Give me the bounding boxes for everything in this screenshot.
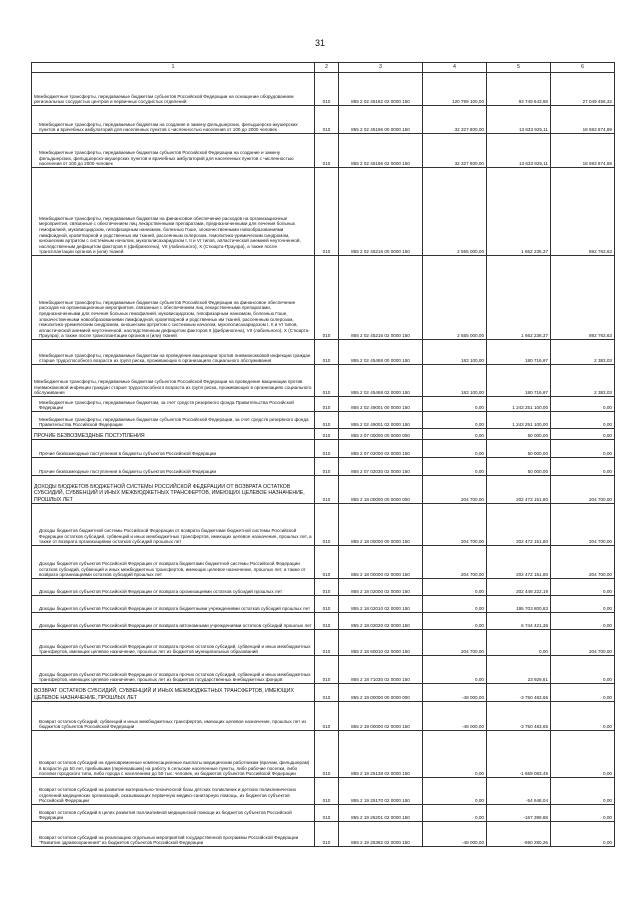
row-executed-amount: 6 744 421,36 xyxy=(487,613,551,630)
row-unexecuted-amount: 18 693 874,89 xyxy=(551,134,615,168)
row-description: Прочие безвозмездные поступления в бюджеты субъектов Российской Федерации xyxy=(32,440,315,458)
column-header-4: 4 xyxy=(423,63,487,73)
row-unexecuted-amount: 0,00 xyxy=(551,440,615,458)
row-approved-amount: 0,00 xyxy=(423,429,487,440)
row-unexecuted-amount: 892 763,63 xyxy=(551,256,615,340)
row-executed-amount: 202 472 151,80 xyxy=(487,504,551,546)
row-description: Межбюджетные трансферты, передаваемые бюджетам на создание и замену фельдшерских, фельдшерско-акушерских пунктов и врачебных амбулаторий для населенных пунктов с численностью населения от 100 до 2000 человек xyxy=(32,106,315,134)
table-row xyxy=(32,340,615,365)
row-executed-amount: 180 716,97 xyxy=(487,365,551,397)
table-row xyxy=(32,778,615,805)
row-budget-code: 855 2 02 45192 02 0000 150 xyxy=(339,73,423,106)
row-executed-amount: 202 472 151,80 xyxy=(487,476,551,504)
table-row xyxy=(32,579,615,596)
table-row xyxy=(32,546,615,579)
row-executed-amount: 202 472 151,80 xyxy=(487,546,551,579)
column-header-2: 2 xyxy=(315,63,339,73)
row-description: ВОЗВРАТ ОСТАТКОВ СУБСИДИЙ, СУБВЕНЦИЙ И ИНЫХ МЕЖБЮДЖЕТНЫХ ТРАНСФЕРТОВ, ИМЕЮЩИХ ЦЕЛЕВОЕ НАЗНАЧЕНИЕ, ПРОШЛЫХ ЛЕТ xyxy=(32,684,315,702)
row-unexecuted-amount: 892 763,63 xyxy=(551,168,615,256)
row-budget-code: 855 2 02 45216 00 0000 150 xyxy=(339,168,423,256)
table-row xyxy=(32,106,615,134)
row-approved-amount: 204 700,00 xyxy=(423,546,487,579)
row-approved-amount: -48 000,00 xyxy=(423,702,487,731)
table-row xyxy=(32,702,615,731)
row-line-code: 010 xyxy=(315,134,339,168)
row-executed-amount: 1 243 251 100,00 xyxy=(487,412,551,429)
row-approved-amount: 0,00 xyxy=(423,613,487,630)
row-unexecuted-amount: 0,00 xyxy=(551,458,615,476)
row-budget-code: 855 2 07 02000 02 0000 150 xyxy=(339,440,423,458)
table-row xyxy=(32,822,615,847)
table-row xyxy=(32,73,615,106)
row-executed-amount: 93 749 643,68 xyxy=(487,73,551,106)
row-executed-amount: -3 750 483,65 xyxy=(487,702,551,731)
row-approved-amount: 0,00 xyxy=(423,731,487,778)
row-executed-amount: -590 280,26 xyxy=(487,822,551,847)
row-description: ДОХОДЫ БЮДЖЕТОВ БЮДЖЕТНОЙ СИСТЕМЫ РОССИЙСКОЙ ФЕДЕРАЦИИ ОТ ВОЗВРАТА ОСТАТКОВ СУБСИДИЙ, СУБВЕНЦИЙ И ИНЫХ МЕЖБЮДЖЕТНЫХ ТРАНСФЕРТОВ, ИМЕЮЩИХ ЦЕЛЕВОЕ НАЗНАЧЕНИЕ, ПРОШЛЫХ ЛЕТ xyxy=(32,476,315,504)
row-line-code: 010 xyxy=(315,73,339,106)
row-budget-code: 855 2 18 00000 02 0000 150 xyxy=(339,546,423,579)
table-row xyxy=(32,429,615,440)
row-executed-amount: 1 243 251 100,00 xyxy=(487,397,551,412)
row-description: Доходы бюджетов субъектов Российской Федерации от возврата организациями остатков субсидий прошлых лет xyxy=(32,579,315,596)
row-line-code: 010 xyxy=(315,546,339,579)
row-line-code: 010 xyxy=(315,168,339,256)
row-description: Возврат остатков субсидий в целях развития паллиативной медицинской помощи из бюджетов субъектов Российской Федерации xyxy=(32,805,315,822)
revenue-table xyxy=(31,62,615,847)
row-budget-code: 855 2 18 02010 02 0000 150 xyxy=(339,596,423,613)
row-budget-code: 855 2 18 00000 00 0000 000 xyxy=(339,476,423,504)
row-unexecuted-amount: 2 383,03 xyxy=(551,365,615,397)
table-row xyxy=(32,440,615,458)
row-approved-amount: 0,00 xyxy=(423,579,487,596)
page-number: 31 xyxy=(314,38,325,48)
row-unexecuted-amount: 2 383,03 xyxy=(551,340,615,365)
row-line-code: 010 xyxy=(315,579,339,596)
row-description: Доходы бюджетов субъектов Российской Федерации от возврата бюджетами бюджетной системы Российской Федерации остатков субсидий, субвенций и иных межбюджетных трансфертов, имеющих целевое назначение, прошлых лет, а также от возврата организациями остатков субсидий прошлых лет xyxy=(32,546,315,579)
row-line-code: 010 xyxy=(315,596,339,613)
row-budget-code: 855 2 19 25201 02 0000 150 xyxy=(339,805,423,822)
row-budget-code: 855 2 19 25170 02 0000 150 xyxy=(339,778,423,805)
row-line-code: 010 xyxy=(315,429,339,440)
table-row xyxy=(32,397,615,412)
row-line-code: 010 xyxy=(315,365,339,397)
column-header-5: 5 xyxy=(487,63,551,73)
table-row xyxy=(32,504,615,546)
row-line-code: 010 xyxy=(315,805,339,822)
row-description: Возврат остатков субсидий на реализацию отдельных мероприятий государственной программы Российской Федерации "Развитие здравоохранения" из бюджетов субъектов Российской Федерации xyxy=(32,822,315,847)
row-description: Межбюджетные трансферты, передаваемые бюджетам на финансовое обеспечение расходов на организационные мероприятия, связанные с обеспечением лиц лекарственными препаратами, предназначенными для лечения больных гемофилией, муковисцидозом, гипофизарным нанизмом, болезнью Гоше, злокачественными новообразованиями лимфоидной, кроветворной и родственных им тканей, рассеянным склерозом, гемолитико-уремическим синдромом, юношеским артритом с системным началом, мукополисахаридозом I, II и VI типов, апластической анемией неуточненной, наследственным дефицитом факторов II (фибриногена), VII (лабильного), X (Стюарта-Прауэра), а также после трансплантации органов и (или) тканей xyxy=(32,168,315,256)
row-approved-amount: 0,00 xyxy=(423,805,487,822)
row-budget-code: 855 2 02 45468 02 0000 150 xyxy=(339,365,423,397)
table-row xyxy=(32,365,615,397)
row-approved-amount: 204 700,00 xyxy=(423,630,487,656)
row-unexecuted-amount: 0,00 xyxy=(551,579,615,596)
row-approved-amount: 0,00 xyxy=(423,596,487,613)
row-approved-amount: 204 700,00 xyxy=(423,504,487,546)
row-unexecuted-amount: 0,00 xyxy=(551,805,615,822)
row-unexecuted-amount: 27 049 456,32 xyxy=(551,73,615,106)
row-budget-code: 855 2 18 71030 02 0000 150 xyxy=(339,656,423,684)
row-executed-amount: -167 399,88 xyxy=(487,805,551,822)
row-description: Доходы бюджетов субъектов Российской Федерации от возврата автономными учреждениями остатков субсидий прошлых лет xyxy=(32,613,315,630)
table-row xyxy=(32,684,615,702)
row-unexecuted-amount: 204 700,00 xyxy=(551,546,615,579)
row-budget-code: 855 2 02 45468 00 0000 150 xyxy=(339,340,423,365)
row-unexecuted-amount: 204 700,00 xyxy=(551,630,615,656)
row-budget-code: 855 2 02 45196 02 0000 150 xyxy=(339,134,423,168)
row-approved-amount: 2 555 000,00 xyxy=(423,168,487,256)
row-executed-amount: 195 703 800,83 xyxy=(487,596,551,613)
row-executed-amount: -54 648,04 xyxy=(487,778,551,805)
table-row xyxy=(32,805,615,822)
row-line-code: 010 xyxy=(315,412,339,429)
row-unexecuted-amount: 0,00 xyxy=(551,702,615,731)
row-budget-code: 855 2 19 00000 00 0000 000 xyxy=(339,684,423,702)
row-description: Межбюджетные трансферты, передаваемые бюджетам субъектов Российской Федерации на создание и замену фельдшерских, фельдшерско-акушерских пунктов и врачебных амбулаторий для населенных пунктов с численностью населения от 100 до 2000 человек xyxy=(32,134,315,168)
row-approved-amount: -48 000,00 xyxy=(423,684,487,702)
row-line-code: 010 xyxy=(315,476,339,504)
row-description: Возврат остатков субсидий на развитие материально-технической базы детских поликлиник и детских поликлинических отделений медицинских организаций, оказывающих первичную медико-санитарную помощь, из бюджетов субъектов Российской Федерации xyxy=(32,778,315,805)
row-unexecuted-amount: 0,00 xyxy=(551,412,615,429)
row-executed-amount: 1 662 236,37 xyxy=(487,168,551,256)
row-budget-code: 855 2 19 00000 02 0000 150 xyxy=(339,702,423,731)
row-line-code: 010 xyxy=(315,106,339,134)
row-executed-amount: 13 633 925,11 xyxy=(487,106,551,134)
table-row xyxy=(32,412,615,429)
row-line-code: 010 xyxy=(315,630,339,656)
row-description: Доходы бюджетов субъектов Российской Федерации от возврата прочих остатков субсидий, субвенций и иных межбюджетных трансфертов, имеющих целевое назначение, прошлых лет из бюджетов государственных внебюджетных фондов xyxy=(32,656,315,684)
row-line-code: 010 xyxy=(315,340,339,365)
row-approved-amount: 183 100,00 xyxy=(423,365,487,397)
row-approved-amount: 0,00 xyxy=(423,458,487,476)
row-description: Доходы бюджетов субъектов Российской Федерации от возврата прочих остатков субсидий, субвенций и иных межбюджетных трансфертов, имеющих целевое назначение, прошлых лет из бюджетов муниципальных образований xyxy=(32,630,315,656)
row-executed-amount: -3 750 483,65 xyxy=(487,684,551,702)
column-header-1: 1 xyxy=(32,63,315,73)
table-row xyxy=(32,476,615,504)
row-approved-amount: 204 700,00 xyxy=(423,476,487,504)
row-line-code: 010 xyxy=(315,778,339,805)
row-executed-amount: 13 633 925,11 xyxy=(487,134,551,168)
row-budget-code: 855 2 02 45196 00 0000 150 xyxy=(339,106,423,134)
row-budget-code: 855 2 07 00000 00 0000 000 xyxy=(339,429,423,440)
row-approved-amount: 0,00 xyxy=(423,656,487,684)
row-line-code: 010 xyxy=(315,684,339,702)
row-executed-amount: 50 000,00 xyxy=(487,429,551,440)
table-header-row xyxy=(32,63,615,73)
row-executed-amount: -1 659 083,45 xyxy=(487,731,551,778)
row-approved-amount: -48 000,00 xyxy=(423,822,487,847)
row-line-code: 010 xyxy=(315,731,339,778)
row-budget-code: 855 2 18 02000 02 0000 150 xyxy=(339,579,423,596)
table-body xyxy=(32,73,615,847)
row-description: Межбюджетные трансферты, передаваемые бюджетам, за счет средств резервного фонда Правительства Российской Федерации xyxy=(32,397,315,412)
row-budget-code: 855 2 02 45216 02 0000 150 xyxy=(339,256,423,340)
table-row xyxy=(32,168,615,256)
row-unexecuted-amount: 0,00 xyxy=(551,596,615,613)
row-description: Межбюджетные трансферты, передаваемые бюджетам субъектов Российской Федерации на оснащение оборудованием региональных сосудистых центров и первичных сосудистых отделений xyxy=(32,73,315,106)
row-description: Возврат остатков субсидий, субвенций и иных межбюджетных трансфертов, имеющих целевое назначение, прошлых лет из бюджетов субъектов Российской Федерации xyxy=(32,702,315,731)
row-executed-amount: 50 000,00 xyxy=(487,440,551,458)
table-row xyxy=(32,596,615,613)
row-line-code: 010 xyxy=(315,256,339,340)
row-budget-code: 855 2 18 02020 02 0000 150 xyxy=(339,613,423,630)
row-unexecuted-amount: 0,00 xyxy=(551,731,615,778)
row-unexecuted-amount: 0,00 xyxy=(551,684,615,702)
row-line-code: 010 xyxy=(315,702,339,731)
table-row xyxy=(32,613,615,630)
table-row xyxy=(32,134,615,168)
row-budget-code: 855 2 19 25138 02 0000 150 xyxy=(339,731,423,778)
row-line-code: 010 xyxy=(315,440,339,458)
row-budget-code: 855 2 07 02030 02 0000 150 xyxy=(339,458,423,476)
row-unexecuted-amount: 0,00 xyxy=(551,429,615,440)
row-unexecuted-amount: 0,00 xyxy=(551,656,615,684)
row-description: Межбюджетные трансферты, передаваемые бюджетам субъектов Российской Федерации на проведение вакцинации против пневмококковой инфекции граждан старше трудоспособного возраста из групп риска, проживающих в организациях социального обслуживания xyxy=(32,365,315,397)
row-description: Межбюджетные трансферты, передаваемые бюджетам на проведение вакцинации против пневмококковой инфекции граждан старше трудоспособного возраста из групп риска, проживающих в организациях социального обслуживания xyxy=(32,340,315,365)
row-approved-amount: 183 100,00 xyxy=(423,340,487,365)
row-executed-amount: 202 448 222,19 xyxy=(487,579,551,596)
row-approved-amount: 32 327 800,00 xyxy=(423,134,487,168)
row-description: Межбюджетные трансферты, передаваемые бюджетам субъектов Российской Федерации на финансовое обеспечение расходов на организационные мероприятия, связанные с обеспечением лиц лекарственными препаратами, предназначенными для лечения больных гемофилией, муковисцидозом, гипофизарным нанизмом, болезнью Гоше, злокачественными новообразованиями лимфоидной, кроветворной и родственных им тканей, рассеянным склерозом, гемолитико-уремическим синдромом, юношеским артритом с системным началом, мукополисахаридозом I, II и VI типов, апластической анемией неуточненной, наследственным дефицитом факторов II (фибриногена), VII (лабильного), X (Стюарта-Прауэра), а также после трансплантации органов и (или) тканей xyxy=(32,256,315,340)
row-approved-amount: 0,00 xyxy=(423,778,487,805)
row-budget-code: 855 2 18 00000 00 0000 150 xyxy=(339,504,423,546)
row-approved-amount: 2 555 000,00 xyxy=(423,256,487,340)
row-unexecuted-amount: 0,00 xyxy=(551,613,615,630)
row-budget-code: 855 2 19 25382 02 0000 150 xyxy=(339,822,423,847)
row-description: Возврат остатков субсидий на единовременные компенсационные выплаты медицинским работникам (врачам, фельдшерам) в возрасте до 50 лет, прибывшим (переехавшим) на работу в сельские населенные пункты, либо рабочие поселки, либо поселки городского типа, либо города с населением до 50 тыс. человек, из бюджетов субъектов Российской Федерации xyxy=(32,731,315,778)
table-row xyxy=(32,458,615,476)
row-executed-amount: 180 716,97 xyxy=(487,340,551,365)
column-header-6: 6 xyxy=(551,63,615,73)
row-executed-amount: 0,00 xyxy=(487,630,551,656)
row-unexecuted-amount: 204 700,00 xyxy=(551,476,615,504)
row-unexecuted-amount: 204 700,00 xyxy=(551,504,615,546)
row-approved-amount: 32 327 800,00 xyxy=(423,106,487,134)
row-budget-code: 855 2 02 49001 02 0000 150 xyxy=(339,412,423,429)
row-approved-amount: 0,00 xyxy=(423,440,487,458)
table-row xyxy=(32,256,615,340)
row-executed-amount: 50 000,00 xyxy=(487,458,551,476)
row-line-code: 010 xyxy=(315,504,339,546)
row-budget-code: 855 2 02 49001 00 0000 150 xyxy=(339,397,423,412)
row-line-code: 010 xyxy=(315,397,339,412)
row-line-code: 010 xyxy=(315,613,339,630)
row-approved-amount: 0,00 xyxy=(423,412,487,429)
row-description: Доходы бюджетов бюджетной системы Российской Федерации от возврата бюджетами бюджетной системы Российской Федерации остатков субсидий, субвенций и иных межбюджетных трансфертов, имеющих целевое назначение, прошлых лет, а также от возврата организациями остатков субсидий прошлых лет xyxy=(32,504,315,546)
row-line-code: 010 xyxy=(315,458,339,476)
table-row xyxy=(32,656,615,684)
row-line-code: 010 xyxy=(315,656,339,684)
row-approved-amount: 0,00 xyxy=(423,397,487,412)
row-approved-amount: 120 799 100,00 xyxy=(423,73,487,106)
row-unexecuted-amount: 0,00 xyxy=(551,397,615,412)
row-description: Межбюджетные трансферты, передаваемые бюджетам субъектов Российской Федерации, за счет средств резервного фонда Правительства Российской Федерации xyxy=(32,412,315,429)
row-unexecuted-amount: 0,00 xyxy=(551,778,615,805)
row-budget-code: 855 2 18 60010 02 0000 150 xyxy=(339,630,423,656)
table-row xyxy=(32,731,615,778)
row-description: Доходы бюджетов субъектов Российской Федерации от возврата бюджетными учреждениями остатков субсидий прошлых лет xyxy=(32,596,315,613)
row-executed-amount: 23 929,61 xyxy=(487,656,551,684)
column-header-3: 3 xyxy=(339,63,423,73)
row-unexecuted-amount: 0,00 xyxy=(551,822,615,847)
table-row xyxy=(32,630,615,656)
row-line-code: 010 xyxy=(315,822,339,847)
row-description: Прочие безвозмездные поступления в бюджеты субъектов Российской Федерации xyxy=(32,458,315,476)
row-unexecuted-amount: 18 693 874,89 xyxy=(551,106,615,134)
row-description: ПРОЧИЕ БЕЗВОЗМЕЗДНЫЕ ПОСТУПЛЕНИЯ xyxy=(32,429,315,440)
row-executed-amount: 1 662 236,37 xyxy=(487,256,551,340)
